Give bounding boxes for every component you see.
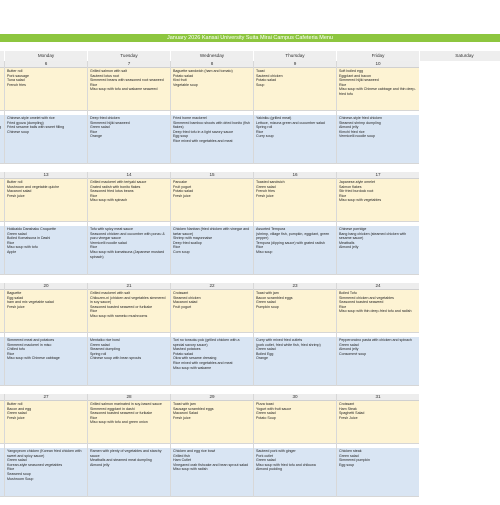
menu-item: ham and mix vegetable salad bbox=[7, 300, 54, 305]
day-cell bbox=[170, 283, 253, 386]
menu-item: Simmered hijiki seaweed bbox=[90, 120, 130, 125]
day-number: 24 bbox=[337, 283, 419, 290]
menu-item: Baguette bbox=[7, 291, 22, 295]
lunch-menu bbox=[5, 179, 87, 222]
day-cell bbox=[336, 172, 419, 275]
menu-item: Potato salad bbox=[173, 351, 193, 356]
menu-item: Soup bbox=[256, 82, 265, 87]
menu-item: Seasoned chicken and cucumber with ponzu & yuzu vinegar sauce bbox=[90, 231, 165, 241]
menu-item: Macaroni salad bbox=[7, 189, 32, 194]
menu-item: Japanese-style omelet bbox=[339, 180, 375, 184]
lunch-menu bbox=[254, 401, 336, 444]
menu-item: Rice bbox=[90, 309, 98, 314]
dinner-menu bbox=[5, 115, 87, 164]
menu-item: Chinese soup with bean sprouts bbox=[90, 356, 142, 361]
menu-item: Green salad bbox=[7, 231, 27, 236]
menu-item: Fresh Juice bbox=[339, 415, 358, 420]
menu-item: Green salad bbox=[256, 300, 276, 305]
lunch-menu bbox=[254, 290, 336, 333]
menu-item: Sausage scrambled eggs bbox=[173, 406, 214, 411]
menu-item: Stir fried burdock root bbox=[339, 189, 374, 194]
day-number: 29 bbox=[171, 394, 253, 401]
menu-item: Miso soup with Chinese cabbage and thin deep-fried tofu bbox=[339, 87, 416, 96]
menu-item: Chinese-style fried chicken bbox=[339, 116, 382, 120]
menu-item: Bacon scrambled eggs bbox=[256, 295, 293, 300]
menu-item: Fruit yogurt bbox=[173, 304, 192, 309]
menu-item: Miso soup with komatsuna (Japanese mustard spinach) bbox=[90, 249, 165, 259]
lunch-menu bbox=[337, 290, 419, 333]
dinner-menu bbox=[88, 226, 170, 275]
menu-item: Miso soup with tofu and wakame seaweed bbox=[90, 87, 158, 92]
week-spacer bbox=[0, 497, 500, 505]
dinner-menu bbox=[171, 337, 253, 386]
menu-item: Green salad bbox=[256, 411, 276, 416]
menu-item: Meatballs bbox=[339, 240, 355, 245]
dinner-menu bbox=[171, 115, 253, 164]
lunch-menu bbox=[337, 68, 419, 111]
menu-item: Fresh juice bbox=[7, 193, 25, 198]
lunch-menu bbox=[337, 179, 419, 222]
week-row bbox=[0, 394, 500, 497]
menu-item: Yakiniku (grilled meat) bbox=[256, 116, 292, 120]
menu-item bbox=[0, 402, 2, 407]
day-number: 22 bbox=[171, 283, 253, 290]
day-cell bbox=[87, 172, 170, 275]
menu-item: Curry with mixed fried cutlets bbox=[256, 338, 303, 342]
menu-item: Rice bbox=[90, 82, 98, 87]
week-row bbox=[0, 61, 500, 164]
menu-item: Vegetable soup bbox=[173, 82, 198, 87]
menu-item: Miso soup with wakame bbox=[173, 365, 212, 370]
menu-item: Tempura (dipping sauce) with grated radish bbox=[256, 240, 325, 245]
menu-item: Simmered hijiki seaweed bbox=[339, 78, 379, 83]
menu-item: Shrimp with mayonnaise bbox=[173, 236, 213, 241]
menu-item: Butter roll bbox=[7, 402, 23, 406]
menu-item: Miso soup with spinach bbox=[90, 198, 128, 203]
day-number: 31 bbox=[337, 394, 419, 401]
menu-item: Mushroom Soup bbox=[7, 476, 34, 481]
menu-item: Deep fried tofu in a light savory sauce bbox=[173, 129, 234, 134]
dinner-menu bbox=[337, 226, 419, 275]
menu-item: Orange bbox=[90, 134, 102, 139]
menu-item: Chicken Nanban (fried chicken with vinegar and tartar sauce) bbox=[173, 227, 250, 236]
menu-item: Potato salad bbox=[173, 73, 193, 78]
menu-item: Seaweed soup bbox=[7, 471, 31, 476]
menu-item: Orange bbox=[256, 356, 268, 361]
menu-item: French fries bbox=[256, 189, 275, 194]
weekday-tuesday: Tuesday bbox=[87, 51, 170, 61]
menu-item: Almond jelly bbox=[339, 245, 359, 250]
menu-item: Almond pudding bbox=[256, 467, 282, 472]
menu-item: Miso soup with nameko mushrooms bbox=[90, 313, 148, 318]
menu-item: Fried home mackerel bbox=[173, 116, 207, 120]
menu-item: Ham Cutlet bbox=[173, 458, 191, 463]
week-row bbox=[0, 283, 500, 386]
dinner-menu bbox=[337, 115, 419, 164]
week-spacer bbox=[0, 275, 500, 283]
menu-item: Seasoned toasted seaweed or furikake bbox=[90, 411, 153, 416]
menu-item: Bacon and egg bbox=[7, 406, 32, 411]
menu-item: Miso soup with vegetables bbox=[339, 198, 382, 203]
lunch-menu bbox=[171, 68, 253, 111]
dinner-menu bbox=[88, 115, 170, 164]
menu-item: Seasoned toasted seaweed or furikake bbox=[90, 304, 153, 309]
menu-item: Green salad bbox=[7, 458, 27, 463]
menu-item: Pork sausage bbox=[7, 73, 29, 78]
menu-item: Mashed potatoes bbox=[173, 347, 201, 352]
menu-item: Pork cutlet bbox=[256, 453, 273, 458]
menu-item: Miso soup bbox=[256, 249, 273, 254]
menu-item: Potato Soup bbox=[256, 415, 276, 420]
menu-item: Almond jelly bbox=[90, 462, 110, 467]
menu-item: Potato salad bbox=[173, 189, 193, 194]
menu-item: Grilled mackerel with salt bbox=[90, 291, 130, 295]
menu-item: Rice bbox=[256, 245, 264, 250]
menu-item: Spaghetti Salad bbox=[339, 411, 365, 416]
calendar-weeks bbox=[0, 61, 500, 505]
menu-item bbox=[0, 69, 2, 74]
menu-item: Seasoned toasted seaweed bbox=[339, 300, 384, 305]
dinner-menu bbox=[337, 337, 419, 386]
menu-item: Chikuzen-ni (chicken and vegetables simmered in soy sauce) bbox=[90, 295, 166, 305]
menu-item: Rice bbox=[90, 415, 98, 420]
menu-item: Rice bbox=[7, 467, 15, 472]
menu-item: Grilled mackerel with teriyaki sauce bbox=[90, 180, 147, 184]
day-number: 13 bbox=[5, 172, 87, 179]
menu-item: Toasted sandwich bbox=[256, 180, 285, 184]
menu-item: Miso soup with radish bbox=[173, 467, 208, 472]
menu-item: Simmered pumpkin bbox=[339, 458, 370, 463]
menu-item: Potato salad bbox=[256, 78, 276, 83]
lunch-menu bbox=[171, 290, 253, 333]
menu-item: Grilled salmon with salt bbox=[90, 69, 127, 73]
menu-item: Miso soup with tofu bbox=[7, 245, 38, 250]
menu-item: Croissant bbox=[173, 291, 189, 295]
menu-item: Rice bbox=[7, 351, 15, 356]
dinner-menu bbox=[5, 337, 87, 386]
dinner-menu bbox=[171, 448, 253, 497]
lunch-menu bbox=[88, 179, 170, 222]
lunch-menu bbox=[254, 179, 336, 222]
menu-item: Rice mixed with vegetables and meat bbox=[173, 138, 233, 143]
day-cell bbox=[4, 283, 87, 386]
dinner-menu bbox=[5, 448, 87, 497]
dinner-menu bbox=[171, 226, 253, 275]
menu-item: Meatballs and steamed meat dumpling bbox=[90, 458, 152, 463]
day-cell bbox=[87, 394, 170, 497]
menu-item: Fresh juice bbox=[7, 304, 25, 309]
lunch-menu bbox=[5, 68, 87, 111]
menu-item: Spring roll bbox=[256, 125, 273, 130]
menu-item: Miso soup with thin deep-fried tofu and radish bbox=[339, 309, 412, 314]
menu-item: Chinese-style omelet with rice bbox=[7, 116, 55, 120]
menu-item: Chinese soup bbox=[7, 129, 29, 134]
menu-item: Assorted Tempura bbox=[256, 227, 286, 231]
menu-item: Baguette sandwich (ham and tomato) bbox=[173, 69, 233, 73]
menu-item: Tuna salad bbox=[7, 78, 25, 83]
day-number: 23 bbox=[254, 283, 336, 290]
menu-item: Green salad bbox=[7, 411, 27, 416]
day-cell bbox=[4, 172, 87, 275]
menu-item: Miso soup with Chinese cabbage bbox=[7, 356, 60, 361]
menu-item: Pizza toast bbox=[256, 402, 274, 406]
menu-item: Miso soup with tofu and green onion bbox=[90, 420, 148, 425]
weekday-wednesday: Wednesday bbox=[170, 51, 253, 61]
menu-item: (pork cutlet, fried white fish, fried shrimp) bbox=[256, 342, 321, 347]
menu-item: Rice bbox=[173, 245, 181, 250]
lunch-menu bbox=[5, 290, 87, 333]
menu-item: Yangnyeom chicken (Korean fried chicken with sweet and spicy sauce) bbox=[7, 449, 82, 458]
menu-item: Almond jelly bbox=[339, 347, 359, 352]
menu-item: Simmered eggplant in dashi bbox=[90, 406, 135, 411]
menu-item: Green salad bbox=[90, 342, 110, 347]
day-number: 20 bbox=[5, 283, 87, 290]
lunch-menu bbox=[88, 68, 170, 111]
dinner-menu bbox=[5, 226, 87, 275]
menu-item: Vermicelli noodle soup bbox=[339, 134, 375, 139]
menu-item: Tofu with spicy meat sauce bbox=[90, 227, 133, 231]
menu-item: Ham Steak bbox=[339, 406, 357, 411]
menu-item: Green salad bbox=[90, 125, 110, 130]
menu-item: Fresh juice bbox=[256, 193, 274, 198]
day-cell bbox=[336, 61, 419, 164]
menu-item: Rice bbox=[339, 304, 347, 309]
menu-item: Boiled Komatsuna in Dashi bbox=[7, 236, 51, 241]
menu-item: Korean-style seasoned vegetables bbox=[7, 462, 63, 467]
week-row bbox=[0, 172, 500, 275]
menu-title: January 2026 Kansai University Suita Mirai Campus Cafeteria Menu bbox=[0, 34, 500, 42]
menu-item: Grilled salmon marinated in soy-based sauce bbox=[90, 402, 162, 406]
menu-item: Seasoned fried lotus beans bbox=[90, 189, 134, 194]
day-number: 8 bbox=[171, 61, 253, 68]
menu-item: Bang bang chicken (steamed chicken with sesame sauce) bbox=[339, 231, 407, 241]
menu-item: Eggplant and bacon bbox=[339, 73, 371, 78]
lunch-menu bbox=[171, 179, 253, 222]
menu-item: Green salad bbox=[256, 347, 276, 352]
menu-item: Rice bbox=[90, 193, 98, 198]
menu-item: Sauteed chicken bbox=[256, 73, 283, 78]
menu-item: Egg soup bbox=[173, 134, 189, 139]
menu-item: Steamed shrimp dumpling bbox=[339, 120, 381, 125]
menu-item: Macaroni salad bbox=[173, 300, 198, 305]
menu-item: Green salad bbox=[256, 458, 276, 463]
menu-item: Toast with jam bbox=[173, 402, 196, 406]
menu-item: Sauteed lotus root bbox=[90, 73, 120, 78]
menu-item: Rice bbox=[339, 193, 347, 198]
menu-item: Fresh juice bbox=[7, 415, 25, 420]
menu-item: Egg soup bbox=[339, 462, 355, 467]
menu-item: Simmered mackerel in miso bbox=[7, 342, 52, 347]
menu-item: Simmered chicken and vegetables bbox=[339, 295, 394, 300]
menu-item: Fried gyoza (dumpling) bbox=[7, 120, 44, 125]
menu-item: Spring roll bbox=[90, 351, 107, 356]
menu-item: Hokkaido Danshaku Croquette bbox=[7, 227, 56, 231]
weekday-saturday: Saturday bbox=[419, 51, 500, 61]
day-cell bbox=[253, 172, 336, 275]
menu-item: Rice mixed with vegetables and meat bbox=[173, 360, 233, 365]
weekday-header bbox=[0, 51, 500, 61]
menu-item: Chinese porridge bbox=[339, 227, 367, 231]
day-cell bbox=[253, 283, 336, 386]
day-number: 27 bbox=[5, 394, 87, 401]
menu-item: Corn soup bbox=[173, 249, 190, 254]
menu-item: Mentaiko rice bowl bbox=[90, 338, 120, 342]
menu-item: Boiled Tofu bbox=[339, 291, 357, 295]
day-number: 7 bbox=[88, 61, 170, 68]
menu-item: Rice bbox=[339, 82, 347, 87]
dinner-menu bbox=[88, 337, 170, 386]
menu-item: Okra with sesame dressing bbox=[173, 356, 217, 361]
menu-item bbox=[0, 130, 2, 135]
menu-item: Fruit yogurt bbox=[173, 184, 192, 189]
dinner-menu bbox=[254, 337, 336, 386]
menu-item: Rice bbox=[7, 240, 15, 245]
day-cell bbox=[170, 172, 253, 275]
menu-item: Steamed chicken bbox=[173, 295, 201, 300]
day-cell bbox=[170, 61, 253, 164]
dinner-menu bbox=[254, 115, 336, 164]
menu-item: Almond jelly bbox=[339, 125, 359, 130]
menu-item: Vermicelli noodle salad bbox=[90, 240, 127, 245]
menu-item: Pumpkin soup bbox=[256, 304, 279, 309]
menu-item: Miso soup with fried tofu and chikuwa bbox=[256, 462, 316, 467]
day-cell bbox=[87, 283, 170, 386]
menu-item: Ramen with plenty of vegetables and starchy sauce bbox=[90, 449, 162, 458]
menu-item: Grilled fish bbox=[173, 453, 190, 458]
weekday-thursday: Thursday bbox=[253, 51, 336, 61]
menu-item: Pepperoncino pasta with chicken and spinach bbox=[339, 338, 412, 342]
menu-item: Rice bbox=[256, 129, 264, 134]
menu-item bbox=[0, 454, 2, 459]
lunch-menu bbox=[5, 401, 87, 444]
menu-item: Toast with jam bbox=[256, 291, 279, 295]
menu-item: Yogurt with fruit sauce bbox=[256, 406, 292, 411]
day-number: 21 bbox=[88, 283, 170, 290]
menu-item: Deep fried chicken bbox=[90, 116, 120, 120]
menu-item: French fries bbox=[7, 82, 26, 87]
menu-item: Consommé soup bbox=[339, 351, 367, 356]
day-number: 30 bbox=[254, 394, 336, 401]
day-number: 14 bbox=[88, 172, 170, 179]
calendar bbox=[0, 51, 500, 505]
menu-item: Simmered meat and potatoes bbox=[7, 338, 55, 342]
menu-item: Green salad bbox=[339, 342, 359, 347]
menu-item: Curry soup bbox=[256, 134, 274, 139]
menu-item: Fried sesame balls with sweet filling bbox=[7, 125, 65, 130]
menu-item: Pancake bbox=[173, 180, 187, 184]
lunch-menu bbox=[88, 290, 170, 333]
menu-item: Salmon flakes bbox=[339, 184, 362, 189]
menu-item: Sauteed pork with ginger bbox=[256, 449, 296, 453]
menu-item: Vinegared crab fishcake and bean sprout salad bbox=[173, 462, 249, 467]
menu-item: Chicken and egg rice bowl bbox=[173, 449, 216, 453]
menu-item: Simmered beans with seasoned root seaweed bbox=[90, 78, 164, 83]
weekday-monday: Monday bbox=[4, 51, 87, 61]
day-number: 28 bbox=[88, 394, 170, 401]
menu-item: Kimchi fried rice bbox=[339, 129, 365, 134]
menu-item: Fresh juice bbox=[173, 415, 191, 420]
day-number: 9 bbox=[254, 61, 336, 68]
day-number: 10 bbox=[337, 61, 419, 68]
lunch-menu bbox=[88, 401, 170, 444]
week-spacer bbox=[0, 386, 500, 394]
dinner-menu bbox=[337, 448, 419, 497]
menu-item: Toast bbox=[256, 69, 265, 73]
menu-item: Tori no tonsoku pok (grilled chicken with a special savory sauce) bbox=[173, 338, 240, 347]
day-cell bbox=[170, 394, 253, 497]
day-cell bbox=[336, 283, 419, 386]
menu-item: Deep fried scallop bbox=[173, 240, 202, 245]
menu-item: Green salad bbox=[256, 184, 276, 189]
day-number: 6 bbox=[5, 61, 87, 68]
menu-item: Chicken steak bbox=[339, 449, 362, 453]
menu-item: Kiwi fruit bbox=[173, 78, 187, 83]
day-cell bbox=[4, 61, 87, 164]
day-cell bbox=[253, 61, 336, 164]
day-cell bbox=[87, 61, 170, 164]
week-spacer bbox=[0, 164, 500, 172]
menu-item: Chilled tofu bbox=[7, 347, 25, 352]
menu-item: Apple bbox=[7, 249, 17, 254]
lunch-menu bbox=[337, 401, 419, 444]
menu-item: Butter roll bbox=[7, 69, 23, 73]
menu-item: Grated radish with bonito flakes bbox=[90, 184, 141, 189]
day-number: 15 bbox=[171, 172, 253, 179]
menu-item: Fresh juice bbox=[173, 193, 191, 198]
menu-item: Simmered bamboo shoots with dried bonito (fish flakes) bbox=[173, 120, 250, 130]
day-number: 17 bbox=[337, 172, 419, 179]
lunch-menu bbox=[254, 68, 336, 111]
menu-item: Butter roll bbox=[7, 180, 23, 184]
dinner-menu bbox=[254, 448, 336, 497]
menu-item: (shrimp, village fish, pumpkin, eggplant, green pepper) bbox=[256, 231, 330, 241]
day-cell bbox=[253, 394, 336, 497]
menu-item: Rice bbox=[90, 245, 98, 250]
day-number: 16 bbox=[254, 172, 336, 179]
dinner-menu bbox=[88, 448, 170, 497]
weekday-friday: Friday bbox=[336, 51, 419, 61]
menu-item: Macaroni Salad bbox=[173, 411, 198, 416]
menu-item: Rice bbox=[90, 129, 98, 134]
menu-item: Steamed dumpling bbox=[90, 347, 120, 352]
lunch-menu bbox=[171, 401, 253, 444]
menu-item: Mushroom and vegetable quiche bbox=[7, 184, 60, 189]
day-cell bbox=[336, 394, 419, 497]
dinner-menu bbox=[254, 226, 336, 275]
menu-item: Lettuce, mizuna green and cucumber salad bbox=[256, 120, 325, 125]
menu-item: Croissant bbox=[339, 402, 355, 406]
menu-item: Soft boiled egg bbox=[339, 69, 363, 73]
menu-item: Egg salad bbox=[7, 295, 23, 300]
day-cell bbox=[4, 394, 87, 497]
menu-item: Green salad bbox=[339, 453, 359, 458]
menu-item: Boiled Egg bbox=[256, 351, 274, 356]
